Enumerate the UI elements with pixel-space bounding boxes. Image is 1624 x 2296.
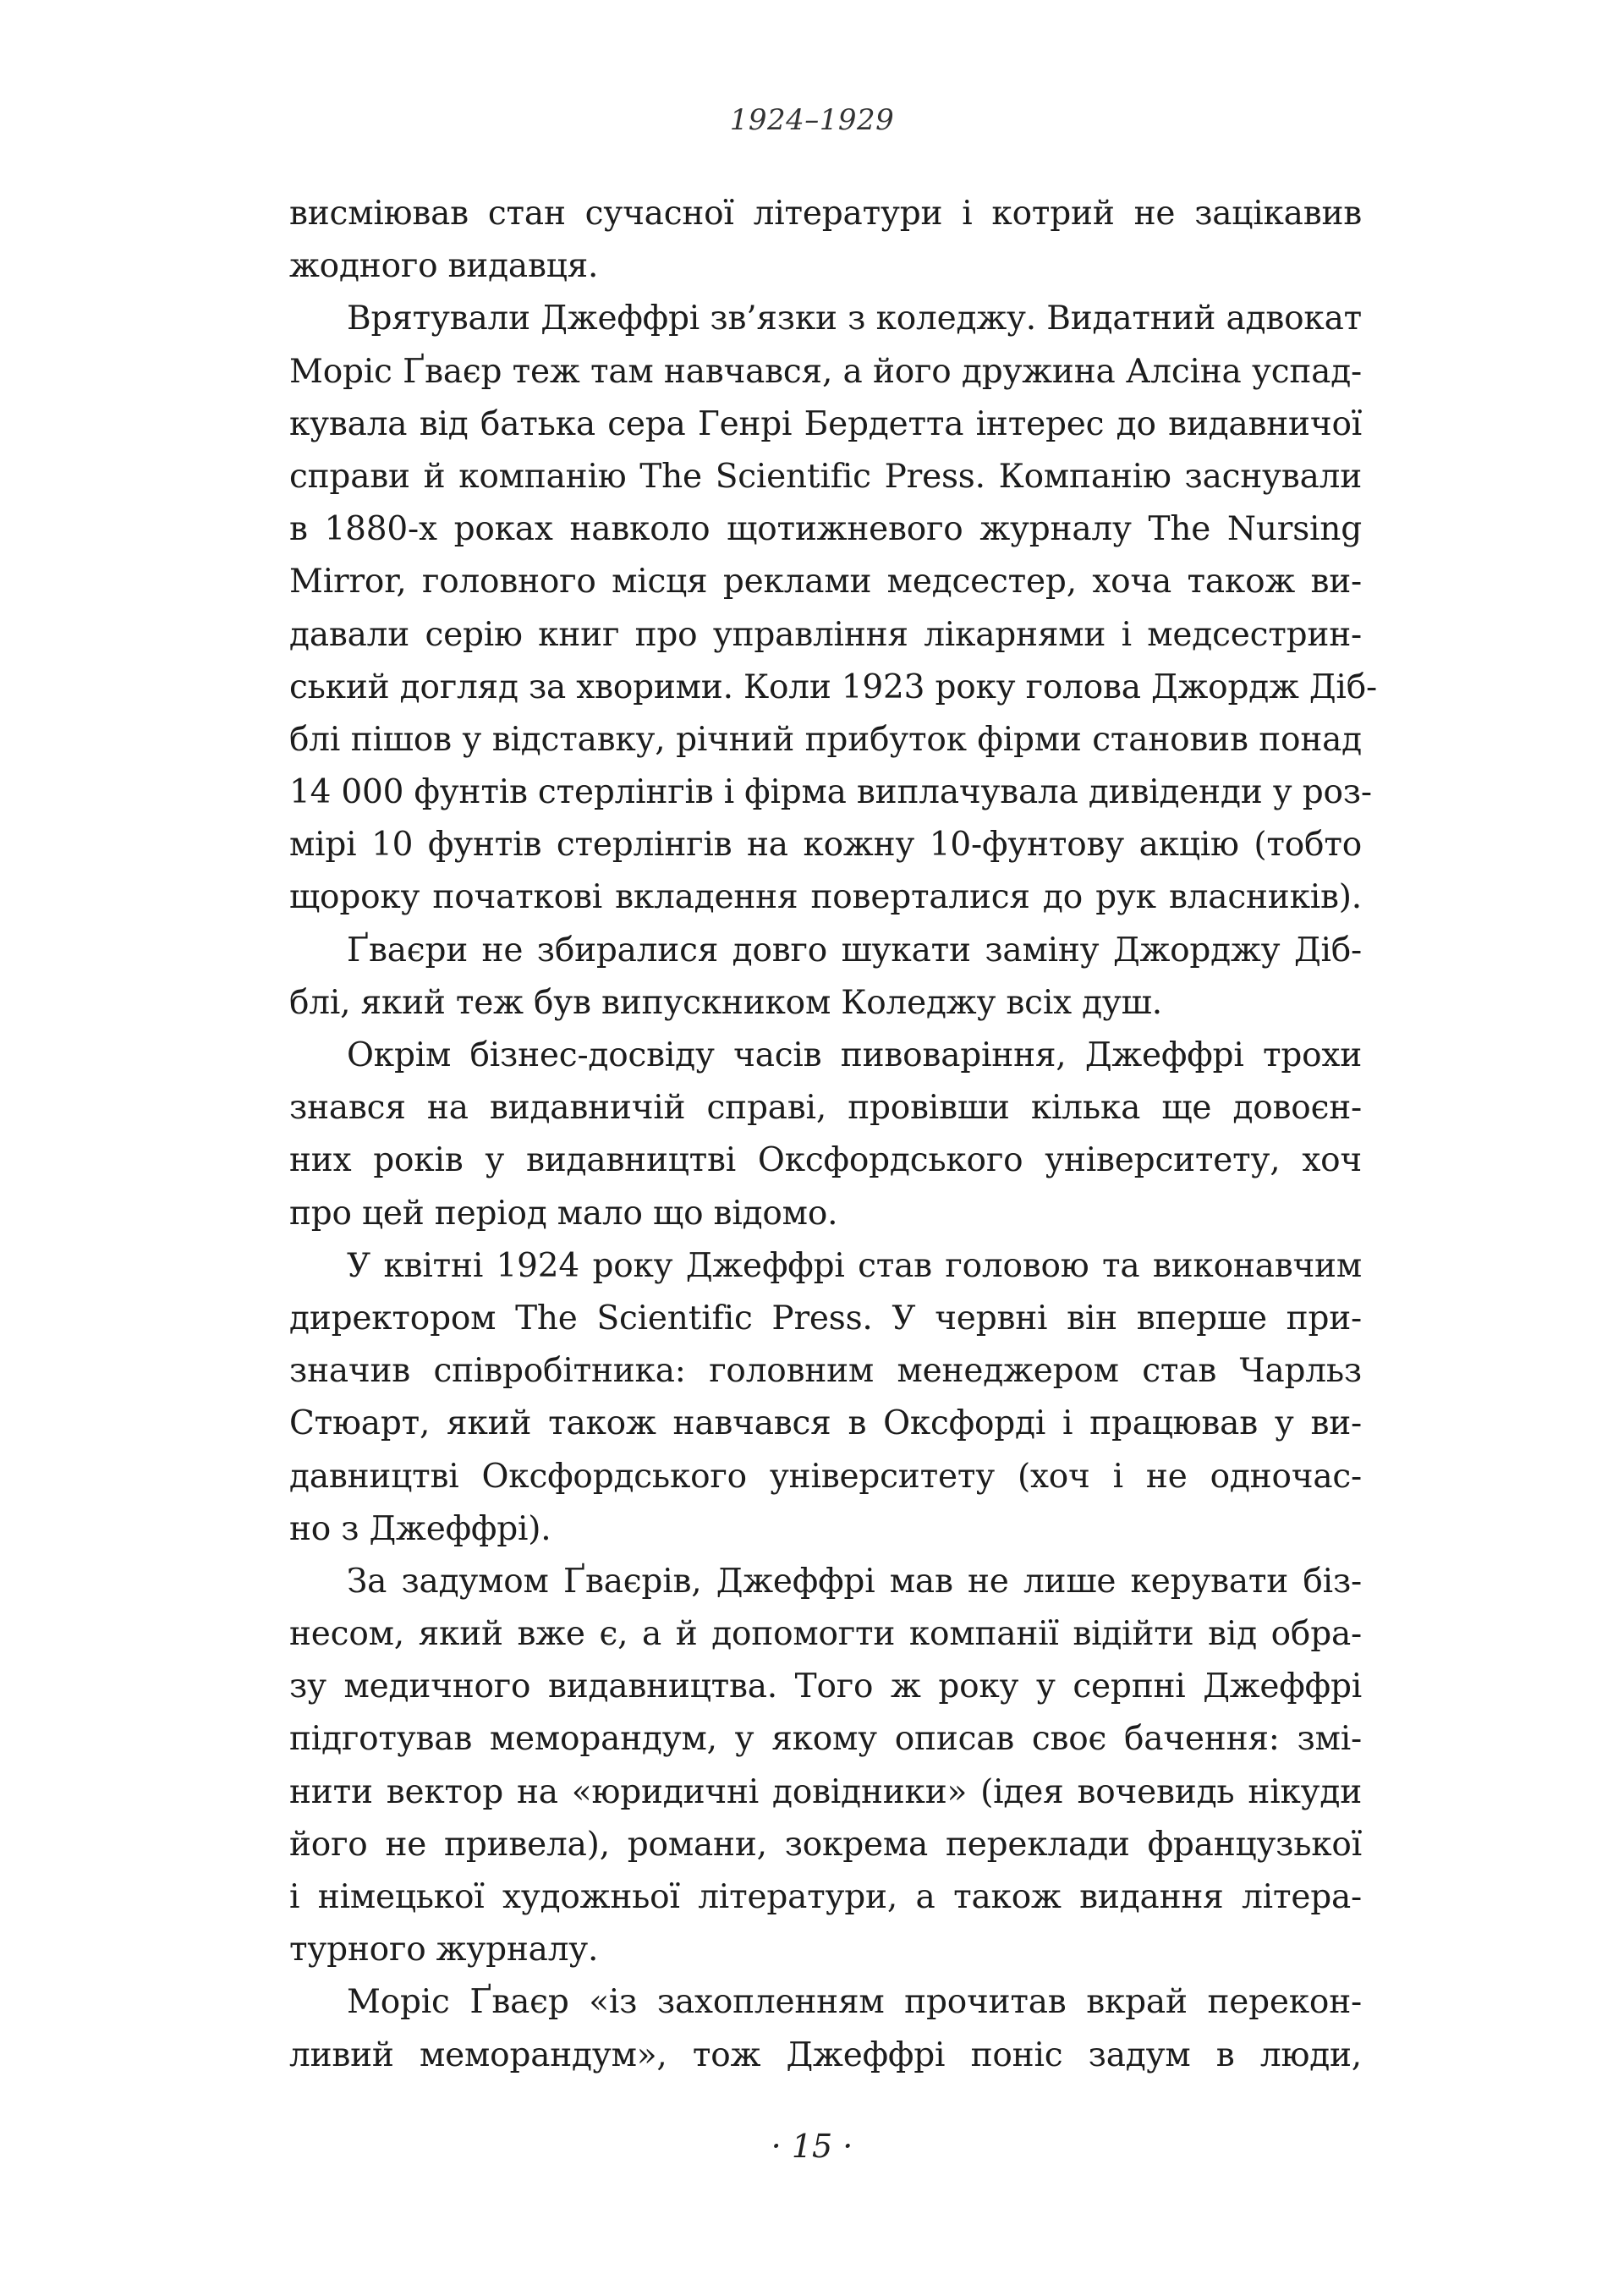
text-line: ський догляд за хворими. Коли 1923 року голова Джордж Діб- <box>289 667 1377 706</box>
text-line: про цей період мало що відомо. <box>289 1194 838 1233</box>
text-line: жодного видавця. <box>289 247 599 286</box>
text-line: давали серію книг про управління лікарнями і медсестрин- <box>289 615 1362 654</box>
text-line: блі пішов у відставку, річний прибуток фірми становив понад <box>289 720 1362 759</box>
paragraph-first-line: У квітні 1924 року Джеффрі став головою та виконавчим <box>347 1246 1362 1285</box>
text-line: справи й компанію The Scientific Press. Компанію заснували <box>289 457 1362 496</box>
text-line: давництві Оксфордського університету (хоч і не одночас- <box>289 1457 1362 1496</box>
text-line: директором The Scientific Press. У червні він вперше при- <box>289 1299 1362 1338</box>
text-line: турного журналу. <box>289 1931 599 1969</box>
text-line: Стюарт, який також навчався в Оксфорді і працював у ви- <box>289 1404 1362 1443</box>
text-line: підготував меморандум, у якому описав своє бачення: змі- <box>289 1720 1362 1759</box>
text-line: 14 000 фунтів стерлінгів і фірма виплачувала дивіденди у роз- <box>289 773 1372 812</box>
text-line: Mirror, головного місця реклами медсестер, хоча також ви- <box>289 563 1362 601</box>
text-line: і німецької художньої літератури, а також видання літера- <box>289 1878 1362 1916</box>
text-line: кувала від батька сера Генрі Бердетта інтерес до видавничої <box>289 404 1362 443</box>
text-line: зу медичного видавництва. Того ж року у серпні Джеффрі <box>289 1667 1362 1706</box>
text-line: них років у видавництві Оксфордського університету, хоч <box>289 1141 1362 1180</box>
running-head: 1924–1929 <box>729 103 895 137</box>
text-line: знався на видавничій справі, провівши кілька ще довоєн- <box>289 1089 1362 1128</box>
text-line: значив співробітника: головним менеджером став Чарльз <box>289 1352 1362 1391</box>
text-line: Моріс Ґваєр теж там навчався, а його дружина Алсіна успад- <box>289 352 1362 391</box>
text-line: блі, який теж був випускником Коледжу всіх душ. <box>289 983 1162 1022</box>
text-line: його не привела), романи, зокрема переклади французької <box>289 1825 1362 1864</box>
text-line: мірі 10 фунтів стерлінгів на кожну 10-фунтову акцію (тобто <box>289 826 1362 865</box>
paragraph-first-line: Окрім бізнес-досвіду часів пивоваріння, Джеффрі трохи <box>347 1036 1362 1074</box>
text-line: висміював стан сучасної літератури і котрий не зацікавив <box>289 195 1362 233</box>
text-line: в 1880-х роках навколо щотижневого журналу The Nursing <box>289 510 1362 549</box>
paragraph-first-line: За задумом Ґваєрів, Джеффрі мав не лише керувати біз- <box>347 1562 1362 1601</box>
page-number: · 15 · <box>771 2128 853 2165</box>
text-line: щороку початкові вкладення поверталися до рук власників). <box>289 878 1362 917</box>
paragraph-first-line: Моріс Ґваєр «із захопленням прочитав вкрай перекон- <box>347 1983 1362 2022</box>
body-text <box>289 188 1377 2082</box>
text-line: несом, який вже є, а й допомогти компанії відійти від обра- <box>289 1615 1362 1654</box>
text-line: но з Джеффрі). <box>289 1509 551 1548</box>
paragraph-first-line: Ґваєри не збиралися довго шукати заміну Джорджу Діб- <box>347 931 1362 969</box>
text-line: ливий меморандум», тож Джеффрі поніс задум в люди, <box>289 2035 1362 2074</box>
text-line: нити вектор на «юридичні довідники» (ідея вочевидь нікуди <box>289 1772 1362 1811</box>
paragraph-first-line: Врятували Джеффрі зв’язки з коледжу. Видатний адвокат <box>347 299 1362 338</box>
